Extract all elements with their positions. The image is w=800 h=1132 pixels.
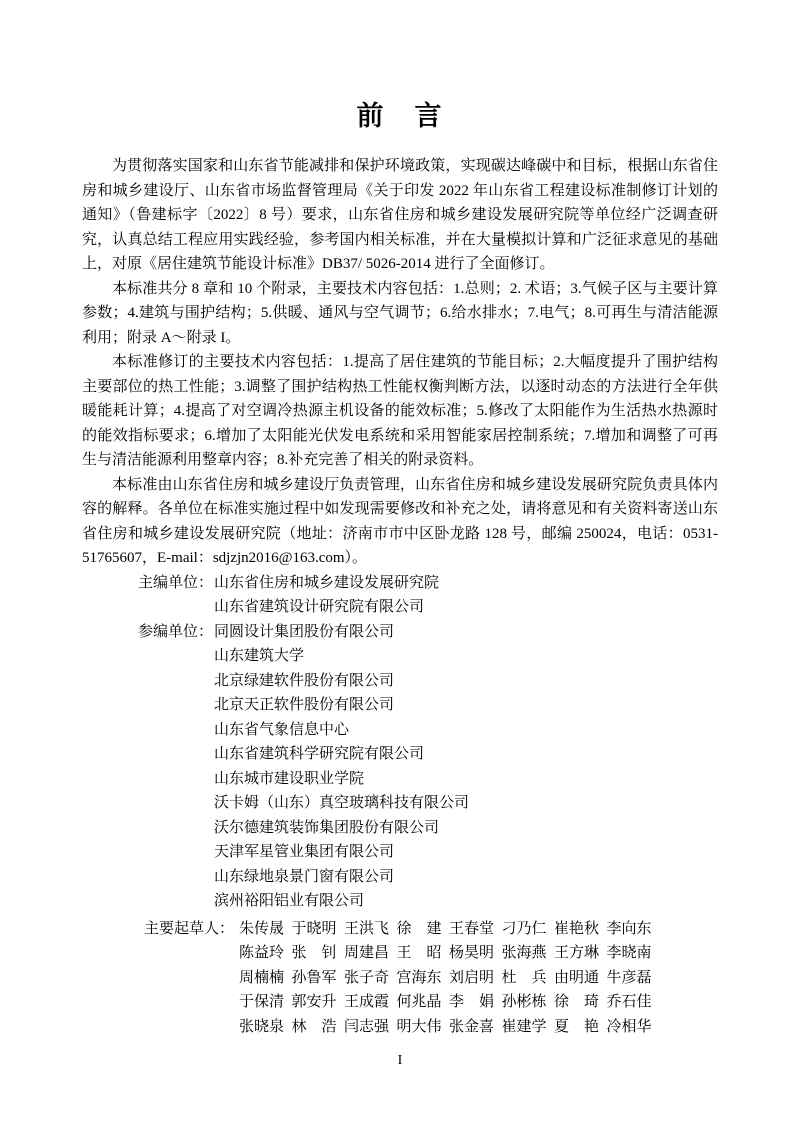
unit-name: 山东省住房和城乡建设发展研究院 (214, 574, 440, 591)
participating-editor-row (82, 865, 718, 890)
label-spacer (138, 889, 214, 914)
drafters-label: 主要起草人： (144, 920, 235, 937)
label-spacer (138, 669, 214, 694)
paragraph-1: 为贯彻落实国家和山东省节能减排和保护环境政策，实现碳达峰碳中和目标，根据山东省住房和城乡建设厅、山东省市场监督管理局《关于印发 2022 年山东省工程建设标准制修订计划的通知》（鲁建标字〔2022〕8 号）要求，山东省住房和城乡建设发展研究院等单位经广泛调查研究，认真总结工程应用实践经验，参考国内相关标准，并在大量模拟计算和广泛征求意见的基础上，对原《居住建筑节能设计标准》DB37/ 5026-2014 进行了全面修订。 (82, 158, 718, 272)
label-spacer (144, 990, 239, 1015)
participating-editor-row (82, 693, 718, 718)
chief-editor-label: 主编单位： (138, 574, 214, 591)
label-spacer (144, 941, 239, 966)
label-spacer (138, 595, 214, 620)
unit-name: 天津军星管业集团有限公司 (214, 844, 395, 860)
label-spacer (144, 966, 239, 991)
drafter-row-names: 朱传晟 于晓明 王洪飞 徐 建 王春堂 刁乃仁 崔艳秋 李向东 (239, 920, 652, 937)
label-spacer (138, 865, 214, 890)
unit-name: 沃卡姆（山东）真空玻璃科技有限公司 (214, 795, 470, 811)
participating-editor-row (82, 816, 718, 841)
page-number: I (397, 1053, 403, 1068)
label-spacer (138, 693, 214, 718)
drafter-row (82, 966, 718, 991)
drafter-row-names: 张晓泉 林 浩 闫志强 明大伟 张金喜 崔建学 夏 艳 冷相华 (239, 1018, 652, 1035)
editing-units-section (82, 571, 718, 914)
drafter-row (82, 990, 718, 1015)
chief-editor-row (82, 595, 718, 620)
unit-name: 山东省建筑设计研究院有限公司 (214, 599, 425, 615)
participating-editor-row (82, 767, 718, 792)
label-spacer (144, 1015, 239, 1040)
unit-name: 北京绿建软件股份有限公司 (214, 672, 395, 689)
unit-name: 山东省气象信息中心 (214, 721, 350, 738)
participating-editor-row (82, 742, 718, 767)
unit-name: 山东建筑大学 (214, 648, 305, 664)
participating-editor-row (82, 718, 718, 743)
paragraph-3: 本标准修订的主要技术内容包括：1.提高了居住建筑的节能目标；2.大幅度提升了围护结构主要部位的热工性能；3.调整了围护结构热工性能权衡判断方法，以逐时动态的方法进行全年供暖能耗计算；4.提高了对空调冷热源主机设备的能效标准；5.修改了太阳能作为生活热水热源时的能效指标要求；6.增加了太阳能光伏发电系统和采用智能家居控制系统；7.增加和调整了可再生与清洁能源利用整章内容；8.补充完善了相关的附录资料。 (82, 354, 718, 468)
unit-name: 北京天正软件股份有限公司 (214, 697, 395, 713)
participating-editors-label: 参编单位： (138, 623, 214, 640)
unit-name: 山东绿地泉景门窗有限公司 (214, 868, 395, 885)
label-spacer (138, 767, 214, 792)
page-title: 前 言 (356, 101, 444, 131)
label-spacer (138, 816, 214, 841)
unit-name: 同圆设计集团股份有限公司 (214, 623, 395, 640)
paragraph-2: 本标准共分 8 章和 10 个附录，主要技术内容包括：1.总则；2. 术语；3.气候子区与主要计算参数；4.建筑与围护结构；5.供暖、通风与空气调节；6.给水排水；7.电气；8.可再生与清洁能源利用；附录 A～附录 I。 (82, 280, 718, 346)
participating-editor-row (82, 840, 718, 865)
chief-editor-row (82, 571, 718, 596)
label-spacer (138, 791, 214, 816)
unit-name: 滨州裕阳铝业有限公司 (214, 893, 365, 909)
label-spacer (138, 644, 214, 669)
participating-editor-row (82, 644, 718, 669)
participating-editor-row (82, 620, 718, 645)
unit-name: 山东城市建设职业学院 (214, 770, 365, 787)
drafter-row-names: 周楠楠 孙鲁军 张子奇 宫海东 刘启明 杜 兵 由明通 牛彦磊 (239, 969, 652, 986)
drafter-row-names: 于保清 郭安升 王成霞 何兆晶 李 娟 孙彬栋 徐 琦 乔石佳 (239, 994, 652, 1010)
label-spacer (138, 718, 214, 743)
drafter-row-names: 陈益玲 张 钊 周建昌 王 昭 杨昊明 张海燕 王方琳 李晓南 (239, 945, 652, 961)
participating-editor-row (82, 669, 718, 694)
drafter-row (82, 917, 718, 942)
drafter-row (82, 1015, 718, 1040)
label-spacer (138, 742, 214, 767)
preface-body (82, 154, 718, 571)
unit-name: 山东省建筑科学研究院有限公司 (214, 746, 425, 762)
drafter-row (82, 941, 718, 966)
drafters-section (82, 917, 718, 1040)
label-spacer (138, 840, 214, 865)
participating-editor-row (82, 791, 718, 816)
paragraph-4: 本标准由山东省住房和城乡建设厅负责管理，山东省住房和城乡建设发展研究院负责具体内容的解释。各单位在标准实施过程中如发现需要修改和补充之处，请将意见和有关资料寄送山东省住房和城乡建设发展研究院（地址：济南市市中区卧龙路 128 号，邮编 250024，电话：0531-51765607，E-mail：sdjzjn2016@163.com）。 (82, 476, 718, 566)
participating-editor-row (82, 889, 718, 914)
unit-name: 沃尔德建筑装饰集团股份有限公司 (214, 819, 440, 836)
